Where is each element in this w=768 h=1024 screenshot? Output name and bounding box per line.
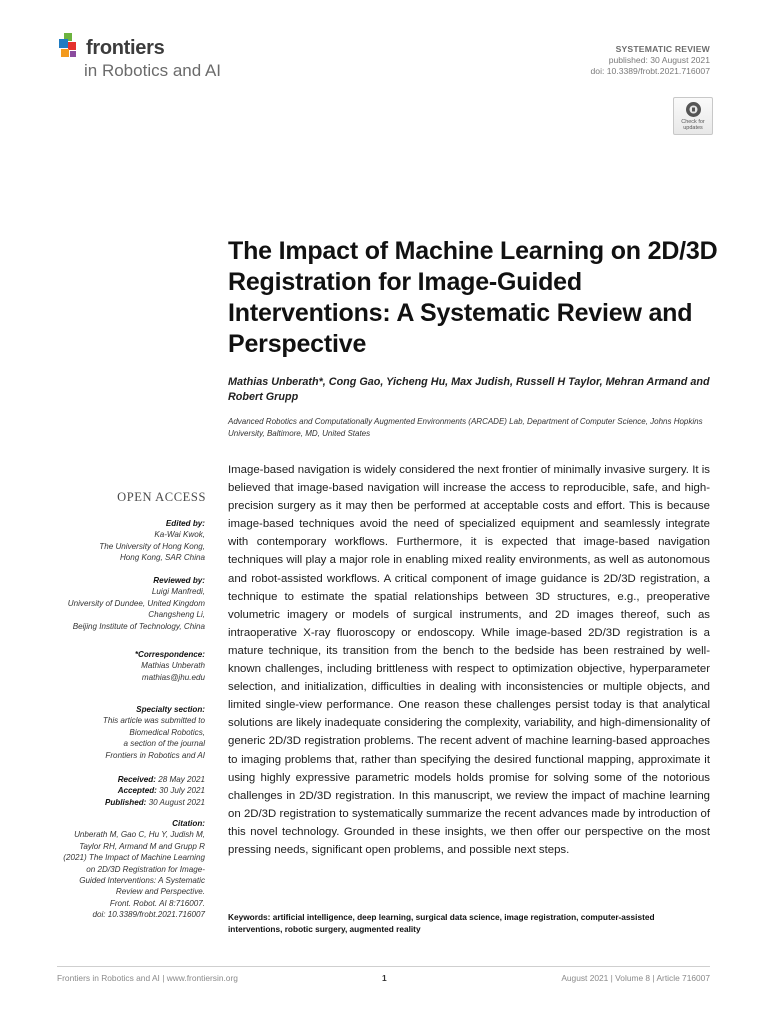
check-for-updates-button[interactable] bbox=[673, 97, 713, 135]
citation-line: (2021) The Impact of Machine Learning bbox=[63, 853, 205, 863]
accepted-date bbox=[35, 785, 205, 796]
keywords-list: artificial intelligence, deep learning, surgical data science, image registration, computer-assisted interventions, robotic surgery, augmented reality bbox=[228, 912, 655, 934]
check-updates-icon bbox=[685, 101, 702, 118]
published-value: 30 August 2021 bbox=[148, 797, 205, 807]
open-access-label: OPEN ACCESS bbox=[117, 490, 206, 504]
keywords-label: Keywords: bbox=[228, 912, 271, 922]
article-type: SYSTEMATIC REVIEW bbox=[615, 44, 710, 54]
author-list: Mathias Unberath*, Cong Gao, Yicheng Hu, Max Judish, Russell H Taylor, Mehran Armand and Robert Grupp bbox=[228, 376, 710, 403]
frontiers-logo-icon bbox=[57, 33, 83, 61]
reviewed-by-label: Reviewed by: bbox=[153, 576, 205, 585]
citation-line: Taylor RH, Armand M and Grupp R bbox=[79, 841, 205, 851]
logo-wordmark: frontiers bbox=[86, 37, 165, 59]
reviewer-affiliation: Beijing Institute of Technology, China bbox=[72, 621, 205, 631]
editor-name: Ka-Wai Kwok, bbox=[154, 530, 205, 540]
published-date: published: 30 August 2021 bbox=[608, 55, 710, 65]
edited-by-label: Edited by: bbox=[165, 519, 205, 528]
doi-link[interactable]: doi: 10.3389/frobt.2021.716007 bbox=[590, 66, 710, 76]
article-meta bbox=[591, 44, 710, 77]
specialty-section bbox=[35, 704, 205, 761]
edited-by-section bbox=[35, 518, 205, 564]
received-date bbox=[35, 774, 205, 785]
footer-issue-info: August 2021 | Volume 8 | Article 716007 bbox=[561, 973, 710, 983]
specialty-line: This article was submitted to bbox=[102, 716, 205, 726]
footer-divider bbox=[57, 966, 710, 967]
article-title: The Impact of Machine Learning on 2D/3D Registration for Image-Guided Interventions: A Systematic Review and Perspective bbox=[228, 237, 718, 358]
reviewed-by-section bbox=[35, 575, 205, 632]
correspondence-label: *Correspondence: bbox=[134, 650, 205, 659]
keywords bbox=[228, 911, 710, 935]
affiliation: Advanced Robotics and Computationally Augmented Environments (ARCADE) Lab, Department of Computer Science, Johns Hopkins University, Baltimore, MD, United States bbox=[228, 417, 703, 438]
citation-doi[interactable]: doi: 10.3389/frobt.2021.716007 bbox=[92, 910, 205, 920]
received-value: 28 May 2021 bbox=[158, 775, 205, 784]
specialty-line: Biomedical Robotics, bbox=[129, 727, 205, 737]
citation-line: Front. Robot. AI 8:716007. bbox=[109, 898, 205, 908]
citation-line: Guided Interventions: A Systematic bbox=[79, 876, 205, 886]
specialty-label: Specialty section: bbox=[136, 705, 205, 714]
specialty-line: Frontiers in Robotics and AI bbox=[105, 750, 205, 760]
published-date-side bbox=[35, 797, 205, 808]
abstract: Image-based navigation is widely considered the next frontier of minimally invasive surgery. It is believed that image-based navigation will increase the access to reproducible, safe, and high-precision surgery as it may then be performed at acceptable costs and effort. This is because image-based techniques avoid the need of specialized equipment and seamlessly integrate with contemporary workflows. Furthermore, it is expected that image-based navigation techniques will play a major role in enabling mixed reality environments, as well as autonomous and robot-assisted workflows. A critical component of image guidance is 2D/3D registration, a technique to estimate the spatial relationships between 3D structures, e.g., preoperative volumetric imagery or models of surgical instruments, and 2D images thereof, such as intraoperative X-ray fluoroscopy or endoscopy. While image-based 2D/3D registration is a mature technique, its transition from the bench to the bedside has been restrained by well-known challenges, including brittleness with respect to optimization objective, hyperparameter selection, and initialization, difficulties in dealing with inconsistencies or multiple objects, and limited single-view performance. One reason these challenges persist today is that analytical solutions are likely inadequate considering the complexity, variability, and high-dimensionality of generic 2D/3D registration problems. The recent advent of machine learning-based approaches to imaging problems that, rather than specifying the desired functional mapping, approximate it using highly expressive parametric models holds promise for solving some of the notorious challenges in 2D/3D registration. In this manuscript, we review the impact of machine learning on 2D/3D registration to systematically summarize the recent advances made by introduction of this novel technology. Grounded in these insights, we then offer our perspective on the most pressing needs, significant open problems, and possible next steps. bbox=[228, 464, 710, 856]
specialty-line: a section of the journal bbox=[123, 739, 205, 749]
correspondence-email[interactable]: mathias@jhu.edu bbox=[141, 672, 205, 682]
page-number: 1 bbox=[382, 973, 387, 983]
correspondence-name: Mathias Unberath bbox=[141, 661, 205, 671]
citation-line: Review and Perspective. bbox=[115, 887, 205, 897]
citation-line: Unberath M, Gao C, Hu Y, Judish M, bbox=[74, 830, 205, 840]
citation-label: Citation: bbox=[172, 819, 205, 828]
citation-section bbox=[35, 818, 205, 921]
correspondence-section bbox=[35, 649, 205, 683]
citation-line: on 2D/3D Registration for Image- bbox=[86, 864, 205, 874]
check-updates-label: Check for updates bbox=[681, 119, 705, 131]
accepted-value: 30 July 2021 bbox=[159, 786, 205, 796]
journal-name: in Robotics and AI bbox=[84, 61, 222, 80]
footer-journal-link[interactable]: Frontiers in Robotics and AI | www.frontiersin.org bbox=[57, 973, 238, 983]
published-label: Published: bbox=[104, 797, 147, 807]
editor-affiliation: Hong Kong, SAR China bbox=[119, 553, 205, 563]
reviewer-affiliation: University of Dundee, United Kingdom bbox=[67, 598, 205, 608]
accepted-label: Accepted: bbox=[117, 786, 157, 796]
editor-affiliation: The University of Hong Kong, bbox=[99, 541, 205, 551]
received-label: Received: bbox=[117, 775, 156, 784]
reviewer-name: Luigi Manfredi, bbox=[151, 587, 205, 597]
reviewer-name: Changsheng Li, bbox=[148, 610, 205, 620]
dates-section bbox=[35, 774, 205, 808]
